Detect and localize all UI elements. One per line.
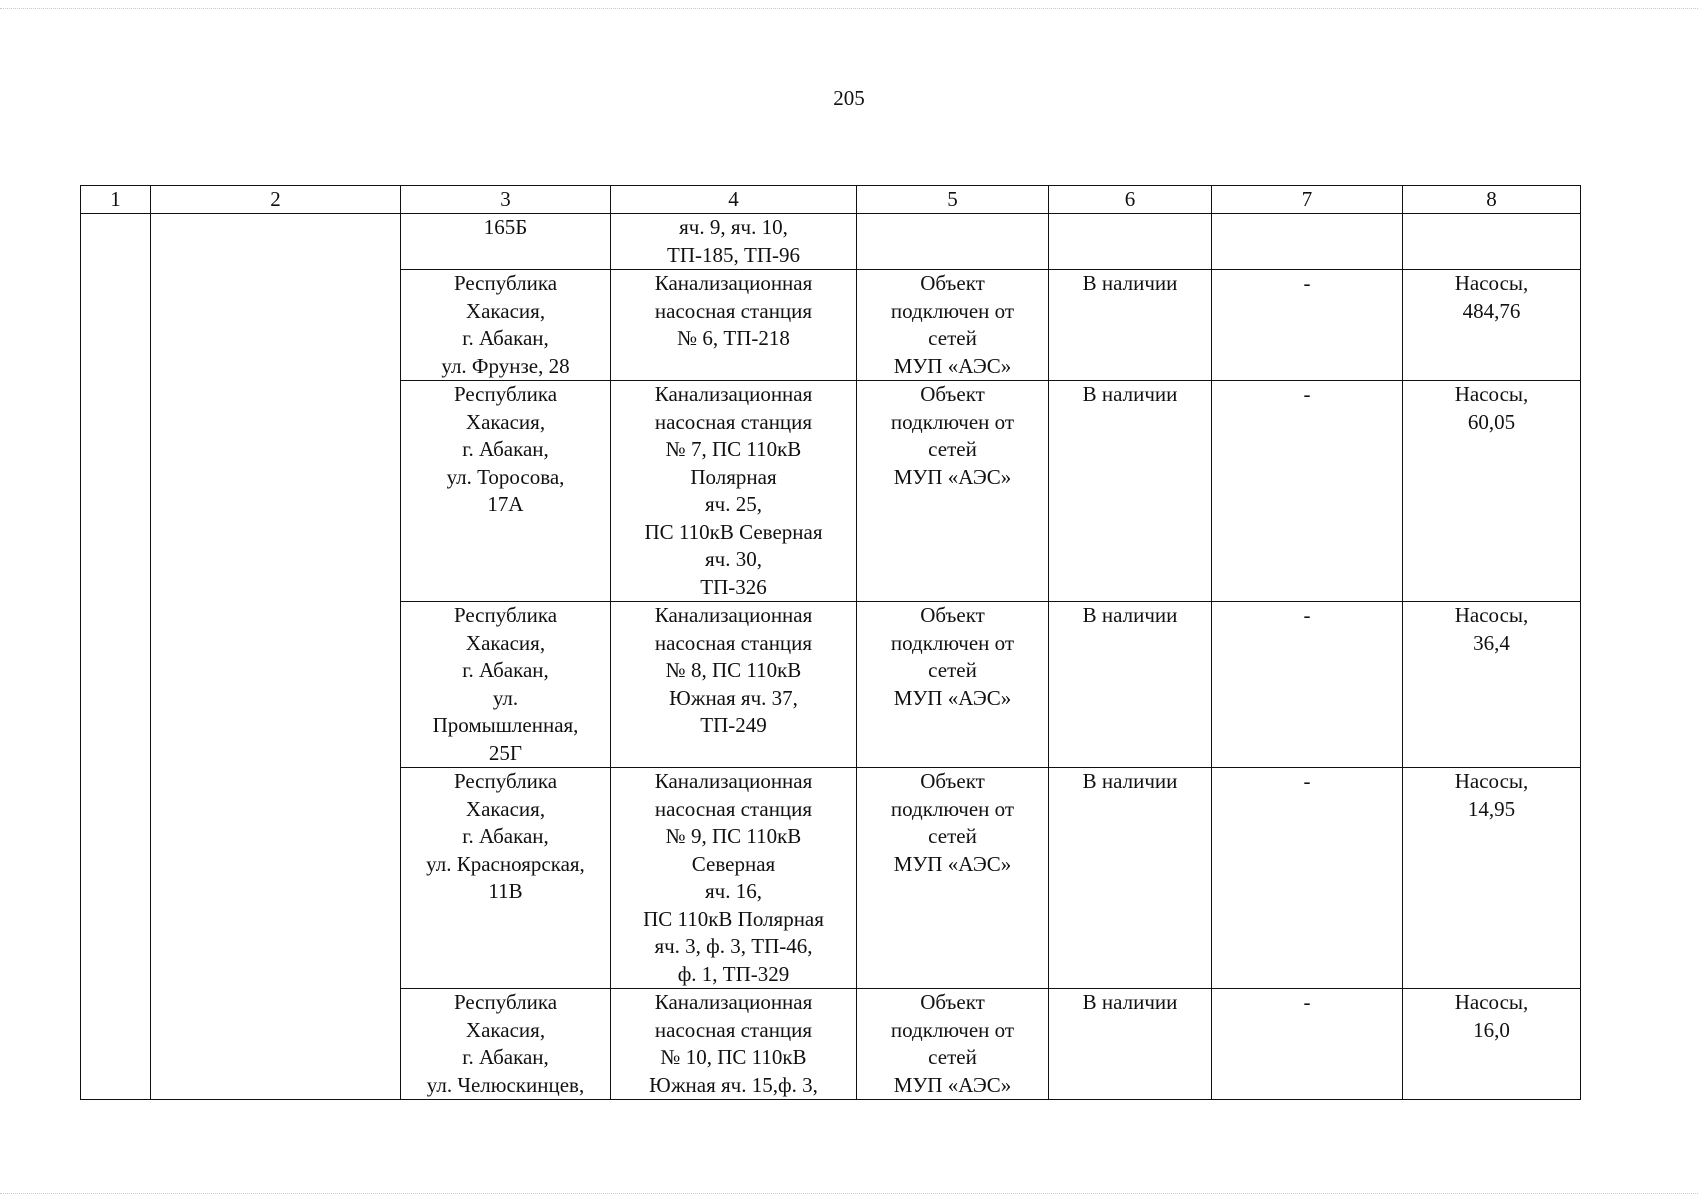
cell-equipment: Насосы, 36,4 <box>1403 602 1581 768</box>
cell-address: Республика Хакасия, г. Абакан, ул. Промышленная, 25Г <box>401 602 611 768</box>
cell-address: Республика Хакасия, г. Абакан, ул. Красноярская, 11В <box>401 768 611 989</box>
table-header-row <box>81 186 1581 214</box>
cell-equipment: Насосы, 60,05 <box>1403 381 1581 602</box>
cell-connection: Объект подключен от сетей МУП «АЭС» <box>857 768 1049 989</box>
cell-object: Канализационная насосная станция № 9, ПС 110кВ Северная яч. 16, ПС 110кВ Полярная яч. 3, ф. 3, ТП-46, ф. 1, ТП-329 <box>611 768 857 989</box>
column-header-5: 5 <box>857 186 1049 214</box>
cell-equipment <box>1403 214 1581 270</box>
page-number: 205 <box>833 86 865 110</box>
cell-status: В наличии <box>1049 602 1212 768</box>
cell-equipment: Насосы, 14,95 <box>1403 768 1581 989</box>
cell-connection: Объект подключен от сетей МУП «АЭС» <box>857 270 1049 381</box>
cell-object: Канализационная насосная станция № 7, ПС 110кВ Полярная яч. 25, ПС 110кВ Северная яч. 30, ТП-326 <box>611 381 857 602</box>
cell-address: 165Б <box>401 214 611 270</box>
cell-status: В наличии <box>1049 381 1212 602</box>
cell-address: Республика Хакасия, г. Абакан, ул. Челюскинцев, <box>401 989 611 1100</box>
cell-status: В наличии <box>1049 989 1212 1100</box>
cell-equipment: Насосы, 16,0 <box>1403 989 1581 1100</box>
column-header-7: 7 <box>1212 186 1403 214</box>
cell-address: Республика Хакасия, г. Абакан, ул. Фрунзе, 28 <box>401 270 611 381</box>
cell-status: В наличии <box>1049 270 1212 381</box>
cell-col7: - <box>1212 989 1403 1100</box>
column-header-3: 3 <box>401 186 611 214</box>
cell-col7: - <box>1212 381 1403 602</box>
column-header-4: 4 <box>611 186 857 214</box>
cell-object: яч. 9, яч. 10, ТП-185, ТП-96 <box>611 214 857 270</box>
cell-name <box>151 214 401 1100</box>
cell-object: Канализационная насосная станция № 6, ТП-218 <box>611 270 857 381</box>
cell-connection: Объект подключен от сетей МУП «АЭС» <box>857 381 1049 602</box>
cell-status <box>1049 214 1212 270</box>
cell-equipment: Насосы, 484,76 <box>1403 270 1581 381</box>
data-table <box>80 185 1581 1100</box>
cell-object: Канализационная насосная станция № 10, ПС 110кВ Южная яч. 15,ф. 3, <box>611 989 857 1100</box>
cell-connection: Объект подключен от сетей МУП «АЭС» <box>857 989 1049 1100</box>
column-header-8: 8 <box>1403 186 1581 214</box>
cell-object: Канализационная насосная станция № 8, ПС 110кВ Южная яч. 37, ТП-249 <box>611 602 857 768</box>
cell-status: В наличии <box>1049 768 1212 989</box>
cell-number <box>81 214 151 1100</box>
cell-connection <box>857 214 1049 270</box>
table-row <box>81 214 1581 270</box>
scan-artifact-bottom <box>0 1193 1698 1194</box>
cell-address: Республика Хакасия, г. Абакан, ул. Торосова, 17А <box>401 381 611 602</box>
column-header-6: 6 <box>1049 186 1212 214</box>
column-header-1: 1 <box>81 186 151 214</box>
cell-col7 <box>1212 214 1403 270</box>
cell-col7: - <box>1212 768 1403 989</box>
cell-col7: - <box>1212 602 1403 768</box>
cell-connection: Объект подключен от сетей МУП «АЭС» <box>857 602 1049 768</box>
cell-col7: - <box>1212 270 1403 381</box>
scan-artifact-top <box>0 8 1698 9</box>
column-header-2: 2 <box>151 186 401 214</box>
